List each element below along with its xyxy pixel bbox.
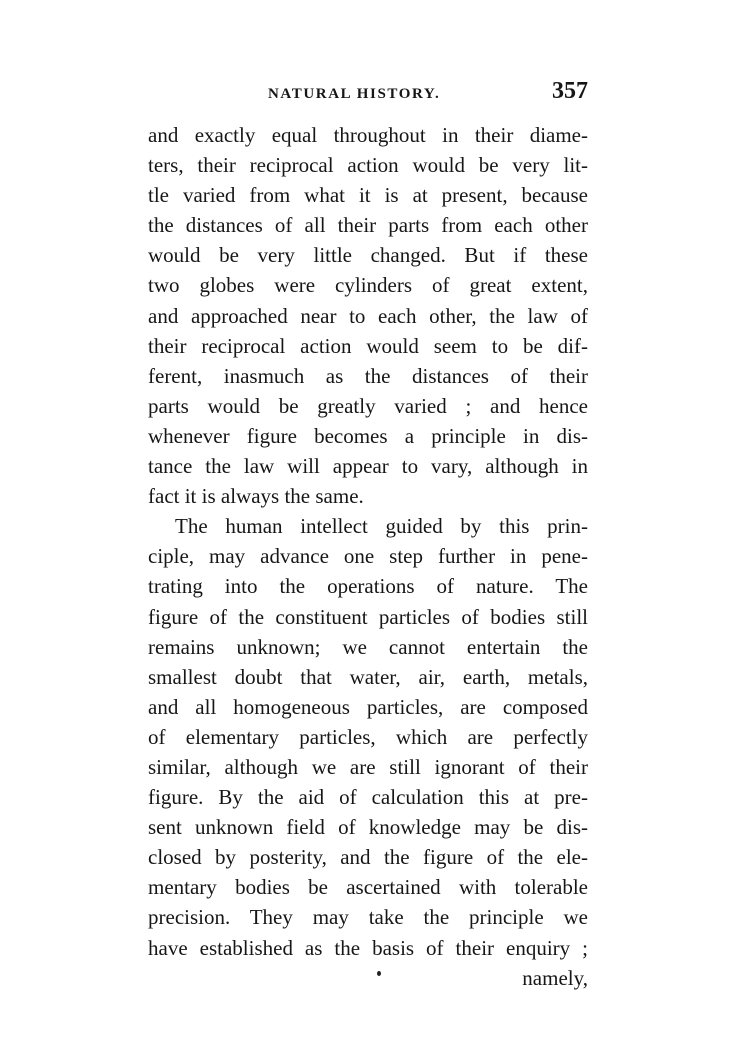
text-line: precision. They may take the principle we	[148, 905, 588, 930]
text-line: remains unknown; we cannot entertain the	[148, 634, 588, 659]
text-line: fact it is always the same.	[148, 484, 364, 509]
text-line: and all homogeneous particles, are composed	[148, 694, 588, 719]
text-line: parts would be greatly varied ; and hence	[148, 393, 588, 418]
text-line: ferent, inasmuch as the distances of their	[148, 363, 588, 388]
text-line: the distances of all their parts from each other	[148, 213, 588, 238]
body-text	[148, 120, 588, 963]
text-line: similar, although we are still ignorant of their	[148, 754, 588, 779]
page-number: 357	[552, 78, 588, 104]
text-line: and exactly equal throughout in their diame-	[148, 123, 588, 147]
catchword: namely,	[522, 966, 588, 990]
text-line: ciple, may advance one step further in pene-	[148, 544, 588, 569]
text-line: their reciprocal action would seem to be dif-	[148, 333, 588, 358]
text-line: closed by posterity, and the figure of the ele-	[148, 845, 588, 870]
text-line: The human intellect guided by this prin-	[175, 514, 588, 539]
text-line: trating into the operations of nature. The	[148, 574, 588, 599]
text-line: figure of the constituent particles of bodies still	[148, 604, 588, 629]
text-line: and approached near to each other, the law of	[148, 303, 588, 328]
text-line: figure. By the aid of calculation this at pre-	[148, 785, 588, 810]
text-line: tance the law will appear to vary, although in	[148, 454, 588, 479]
text-line: whenever figure becomes a principle in dis-	[148, 423, 588, 448]
text-line: tle varied from what it is at present, because	[148, 183, 588, 208]
text-line: would be very little changed. But if these	[148, 243, 588, 268]
text-line: have established as the basis of their enquiry ;	[148, 935, 588, 960]
ink-speck	[377, 971, 381, 976]
text-line: ters, their reciprocal action would be very lit-	[148, 153, 588, 178]
text-line: two globes were cylinders of great extent,	[148, 273, 588, 298]
text-line: mentary bodies be ascertained with tolerable	[148, 875, 588, 900]
text-line: of elementary particles, which are perfectly	[148, 724, 588, 749]
running-title: NATURAL HISTORY.	[268, 86, 441, 102]
text-line: smallest doubt that water, air, earth, metals,	[148, 664, 588, 689]
text-line: sent unknown field of knowledge may be dis-	[148, 815, 588, 840]
running-head	[147, 78, 592, 108]
